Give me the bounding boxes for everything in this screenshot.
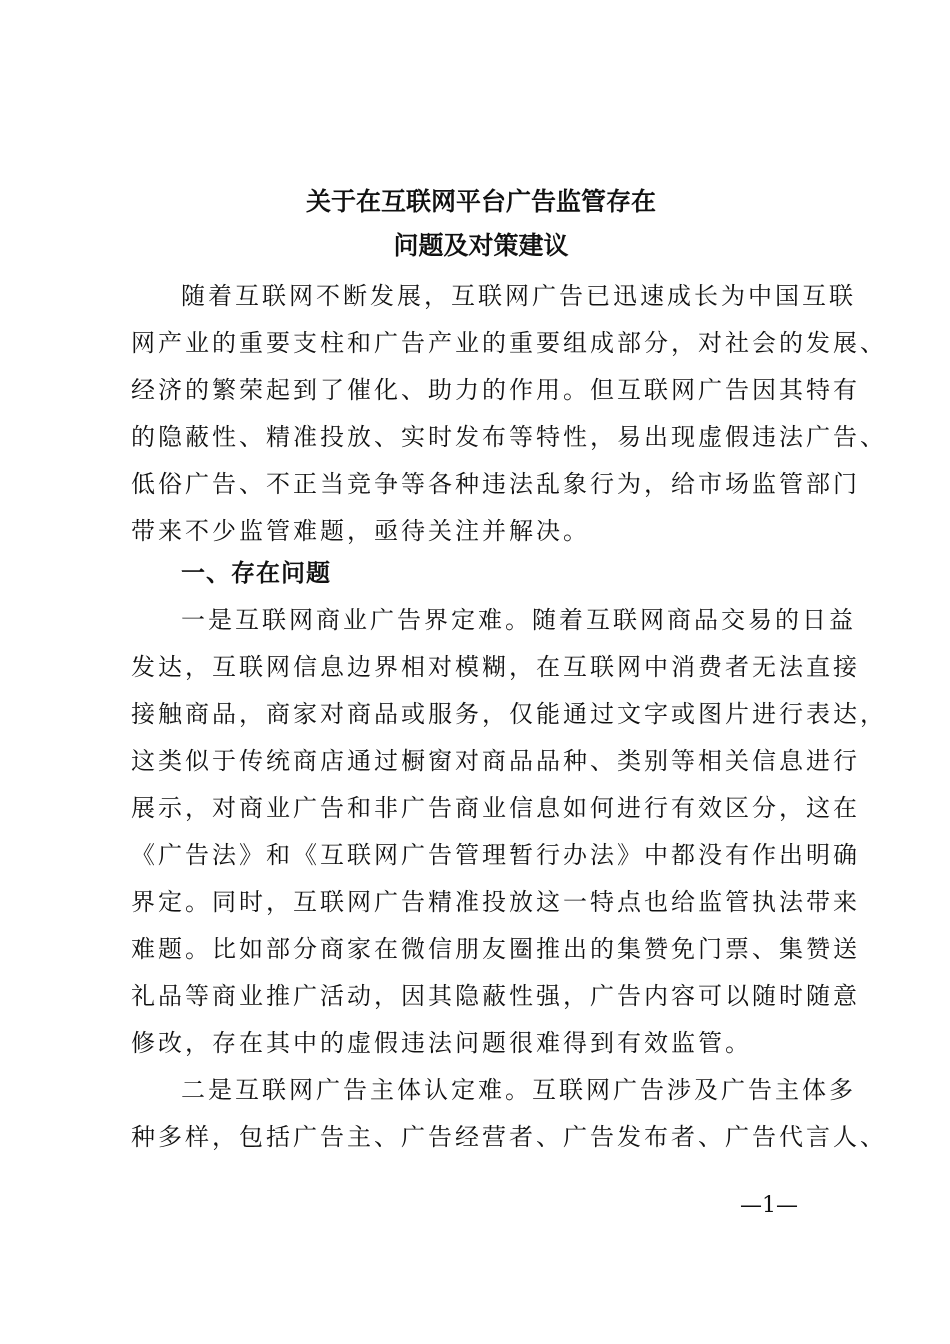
section-heading: 一、存在问题 xyxy=(181,559,331,587)
paragraph-line: 《广告法》和《互联网广告管理暂行办法》中都没有作出明确 xyxy=(131,841,860,869)
paragraph-line: 二是互联网广告主体认定难。互联网广告涉及广告主体多 xyxy=(181,1076,856,1104)
document-title-line-1: 关于在互联网平台广告监管存在 xyxy=(305,187,656,216)
intro-line: 低俗广告、不正当竞争等各种违法乱象行为，给市场监管部门 xyxy=(131,470,860,498)
document-title-line-2: 问题及对策建议 xyxy=(393,231,569,260)
intro-line: 经济的繁荣起到了催化、助力的作用。但互联网广告因其特有 xyxy=(131,376,860,404)
paragraph-line: 展示，对商业广告和非广告商业信息如何进行有效区分，这在 xyxy=(131,794,860,822)
page-number: —1— xyxy=(740,1193,798,1218)
paragraph-line: 接触商品，商家对商品或服务，仅能通过文字或图片进行表达， xyxy=(131,700,887,728)
intro-line: 的隐蔽性、精准投放、实时发布等特性，易出现虚假违法广告、 xyxy=(131,423,887,451)
paragraph-line: 难题。比如部分商家在微信朋友圈推出的集赞免门票、集赞送 xyxy=(131,935,860,963)
intro-line: 网产业的重要支柱和广告产业的重要组成部分，对社会的发展、 xyxy=(131,329,887,357)
intro-line: 带来不少监管难题，亟待关注并解决。 xyxy=(131,517,590,545)
paragraph-line: 一是互联网商业广告界定难。随着互联网商品交易的日益 xyxy=(181,606,856,634)
intro-line: 随着互联网不断发展，互联网广告已迅速成长为中国互联 xyxy=(181,282,856,310)
paragraph-line: 礼品等商业推广活动，因其隐蔽性强，广告内容可以随时随意 xyxy=(131,982,860,1010)
paragraph-line: 发达，互联网信息边界相对模糊，在互联网中消费者无法直接 xyxy=(131,653,860,681)
paragraph-line: 界定。同时，互联网广告精准投放这一特点也给监管执法带来 xyxy=(131,888,860,916)
paragraph-line: 这类似于传统商店通过橱窗对商品品种、类别等相关信息进行 xyxy=(131,747,860,775)
paragraph-line: 修改，存在其中的虚假违法问题很难得到有效监管。 xyxy=(131,1029,752,1057)
paragraph-line: 种多样，包括广告主、广告经营者、广告发布者、广告代言人、 xyxy=(131,1123,887,1151)
